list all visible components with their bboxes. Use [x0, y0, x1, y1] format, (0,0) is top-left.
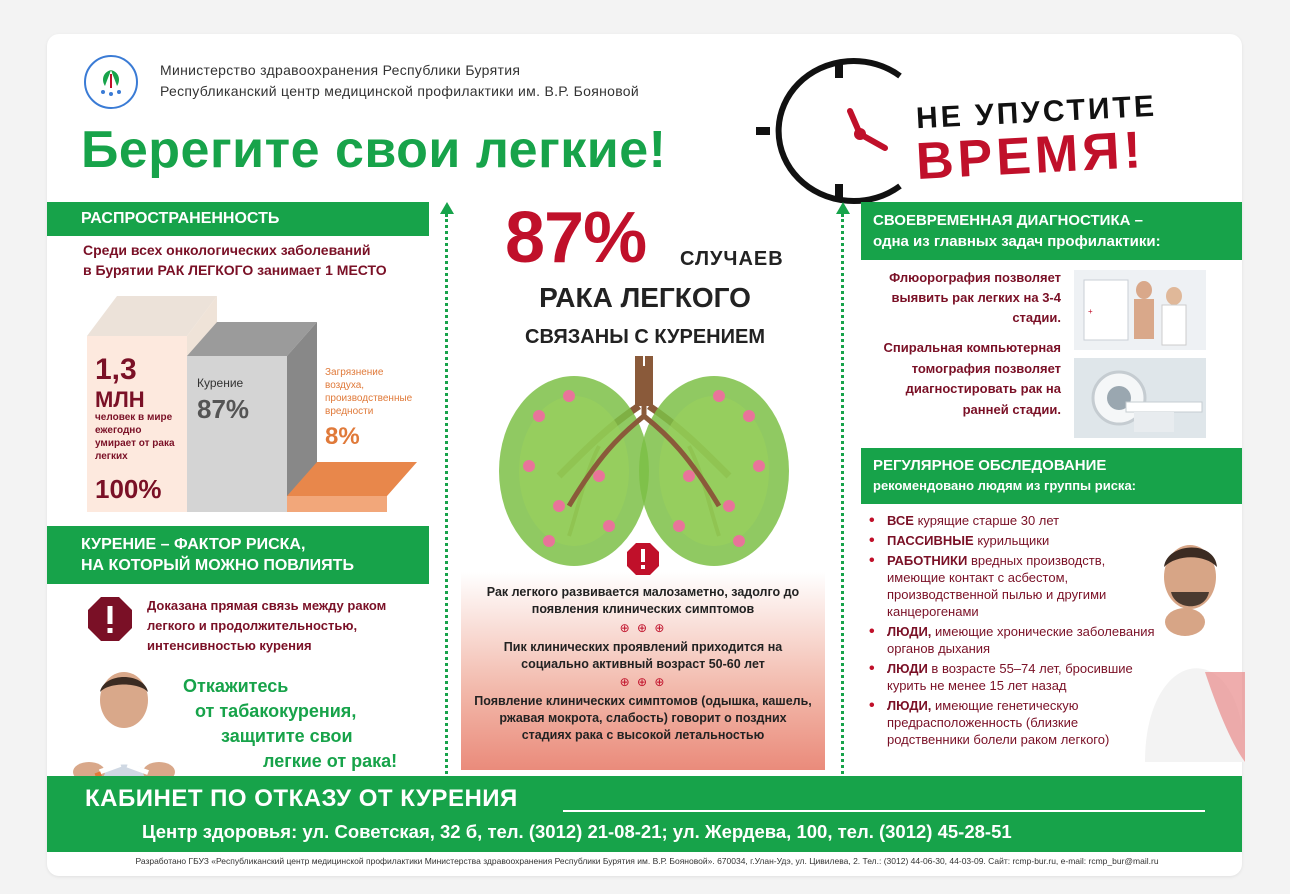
smoking-label: Курение — [197, 376, 244, 390]
call-line-3: защитите свои — [221, 726, 353, 746]
ct-text: Спиральная компьютерная томография позволяет диагностировать рак на ранней стадии. — [883, 340, 1061, 417]
smoking-pct: 87% — [197, 394, 250, 424]
risk-item-lead: ЛЮДИ, — [887, 698, 932, 713]
diagnostics-heading-1: СВОЕВРЕМЕННАЯ ДИАГНОСТИКА – — [873, 212, 1143, 229]
separator-left — [445, 214, 448, 774]
smoking-heading — [47, 526, 429, 584]
ministry-name: Министерство здравоохранения Республики Бурятия — [160, 62, 521, 78]
risk-item-text: курильщики — [973, 533, 1050, 548]
coughing-man-photo — [1145, 522, 1245, 762]
screening-heading-1: РЕГУЛЯРНОЕ ОБСЛЕДОВАНИЕ — [873, 457, 1107, 474]
screening-heading-2: рекомендовано людям из группы риска: — [873, 478, 1137, 493]
prevalence-intro-1: Среди всех онкологических заболеваний — [83, 242, 371, 258]
page-title: Берегите свои легкие! — [81, 121, 667, 179]
clock-graphic — [750, 56, 930, 206]
arrow-down-icons-2: ⊕ ⊕ ⊕ — [619, 675, 667, 689]
smoking-heading-1: КУРЕНИЕ – ФАКТОР РИСКА, — [81, 536, 306, 553]
risk-group-list — [869, 512, 1159, 751]
separator-arrow-left — [440, 202, 454, 214]
credits: Разработано ГБУЗ «Республиканский центр медицинской профилактики Министерства здравоохранения Республики Бурятия им. В.Р. Бояновой». 670034, г.Улан-Удэ, ул. Цивилева, 2. Тел.: (3012) 44-06-30, 44-03-09. Сайт: rcmp-bur.ru, e-mail: rcmp_bur@mail.ru — [135, 856, 1159, 866]
risk-item — [869, 532, 1159, 549]
risk-item-text: имеющие генетическую предрасположенность (близкие родственники болели раком легкого) — [887, 698, 1110, 747]
fact-1: Рак легкого развивается малозаметно, задолго до появления клинических симптомов — [486, 585, 800, 616]
risk-item-text: в возрасте 55–74 лет, бросившие курить не менее 15 лет назад — [887, 661, 1133, 693]
prevalence-intro-2: в Бурятии РАК ЛЕГКОГО занимает 1 МЕСТО — [83, 262, 387, 278]
center-warning-icon — [626, 542, 660, 576]
risk-item-text: вредных производств, имеющие контакт с асбестом, производственной пылью и другими канцерогенами — [887, 553, 1107, 619]
warning-icon — [87, 596, 133, 642]
pollution-pct: 8% — [325, 423, 360, 450]
ct-scanner-photo — [1074, 358, 1206, 438]
cabinet-title: КАБИНЕТ ПО ОТКАЗУ ОТ КУРЕНИЯ — [85, 785, 518, 812]
svg-text:+: + — [1088, 307, 1093, 316]
risk-item — [869, 512, 1159, 529]
call-line-1: Откажитесь — [183, 676, 289, 696]
slogan-line1: НЕ УПУСТИТЕ — [915, 89, 1158, 136]
screening-heading — [861, 448, 1242, 504]
fact-2: Пик клинических проявлений приходится на социально активный возраст 50-60 лет — [503, 640, 783, 671]
poster — [47, 34, 1242, 876]
center-name: Республиканский центр медицинской профилактики им. В.Р. Бояновой — [160, 83, 640, 99]
call-line-4: легкие от рака! — [263, 751, 398, 771]
risk-item-text: курящие старше 30 лет — [913, 513, 1060, 528]
total-desc: человек в мире ежегодно умирает от рака легких — [95, 412, 175, 462]
smoking-heading-2: НА КОТОРЫЙ МОЖНО ПОВЛИЯТЬ — [81, 557, 354, 574]
fluoro-text: Флюорография позволяет выявить рак легких на 3-4 стадии. — [889, 270, 1061, 325]
center-line2: РАКА ЛЕГКОГО — [539, 282, 751, 313]
risk-item-lead: РАБОТНИКИ — [887, 553, 968, 568]
slogan-line2: ВРЕМЯ! — [914, 121, 1147, 191]
cabinet-address: Центр здоровья: ул. Советская, 32 б, тел. (3012) 21-08-21; ул. Жердева, 100, тел. (3012) 45-28-51 — [142, 821, 1012, 842]
prevalence-heading: РАСПРОСТРАНЕННОСТЬ — [47, 202, 429, 236]
center-line3: СВЯЗАНЫ С КУРЕНИЕМ — [525, 326, 765, 348]
diagnostics-heading-2: одна из главных задач профилактики: — [873, 233, 1161, 250]
separator-right — [841, 214, 844, 774]
call-line-2: от табакокурения, — [195, 701, 357, 721]
separator-arrow-right — [836, 202, 850, 214]
risk-item-lead: ЛЮДИ — [887, 661, 928, 676]
risk-item — [869, 660, 1159, 694]
fluorography-photo — [1074, 270, 1206, 350]
risk-item — [869, 697, 1159, 748]
risk-item — [869, 623, 1159, 657]
pollution-label: Загрязнение воздуха, производственные вредности — [325, 367, 413, 417]
total-value-unit: МЛН — [95, 387, 145, 412]
total-value-number: 1,3 — [95, 353, 137, 386]
risk-item-lead: ВСЕ — [887, 513, 914, 528]
cabinet-underline — [563, 810, 1205, 812]
diagnostics-heading — [861, 202, 1242, 260]
call-to-action — [181, 674, 421, 774]
center-cases: СЛУЧАЕВ — [680, 248, 784, 270]
risk-item-text: имеющие хронические заболевания органов дыхания — [887, 624, 1155, 656]
total-pct: 100% — [95, 474, 162, 504]
ministry-logo — [83, 54, 139, 110]
smoking-text: Доказана прямая связь между раком легкого и продолжительностью, интенсивностью курения — [147, 598, 387, 653]
risk-item — [869, 552, 1159, 620]
risk-item-lead: ЛЮДИ, — [887, 624, 932, 639]
risk-list — [869, 512, 1159, 748]
lungs-tree-illustration — [489, 356, 799, 566]
total-value — [95, 353, 145, 414]
arrow-down-icons-1: ⊕ ⊕ ⊕ — [619, 621, 667, 635]
center-pct: 87% — [505, 198, 647, 278]
risk-item-lead: ПАССИВНЫЕ — [887, 533, 974, 548]
fact-3: Появление клинических симптомов (одышка, кашель, ржавая мокрота, слабость) говорит о поздних стадиях рака с высокой летальностью — [474, 694, 812, 742]
